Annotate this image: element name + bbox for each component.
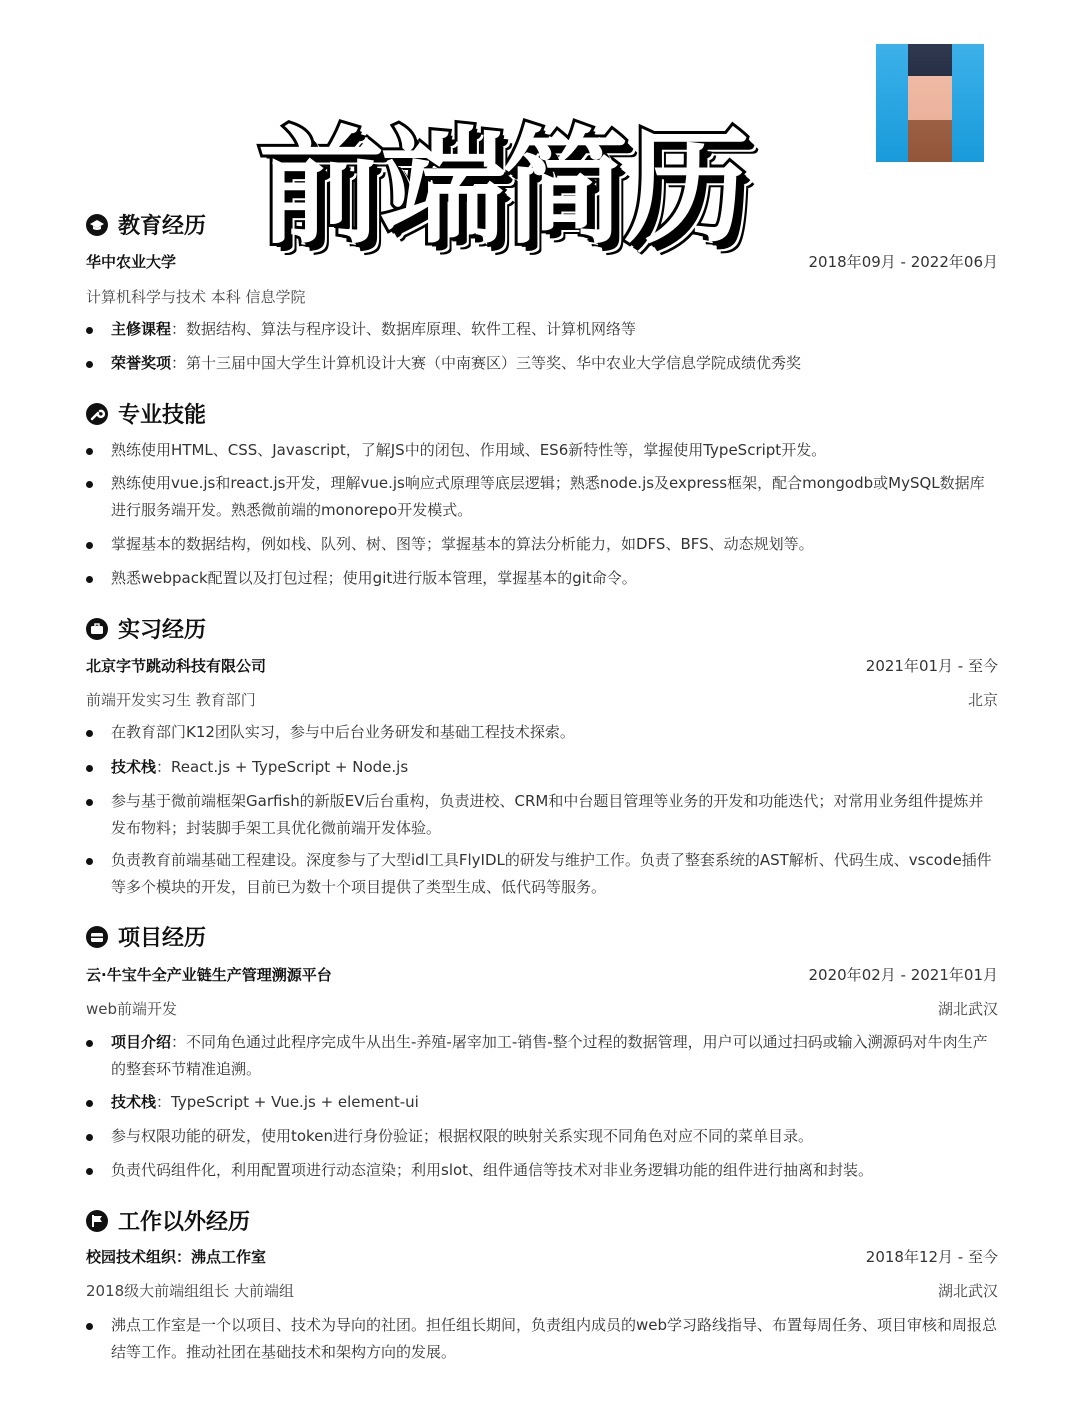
other-role: 2018级大前端组组长 大前端组 xyxy=(86,1282,294,1300)
internship-header-row xyxy=(86,655,998,676)
org-name: 校园技术组织：沸点工作室 xyxy=(86,1248,267,1266)
section-project xyxy=(86,921,206,952)
other-header-row xyxy=(86,1246,998,1267)
flag-icon xyxy=(86,1210,108,1232)
graduation-cap-icon xyxy=(86,214,108,236)
overlay-title: 前端简历 xyxy=(258,114,746,261)
list-item: 主修课程：数据结构、算法与程序设计、数据库原理、软件工程、计算机网络等 xyxy=(86,316,998,343)
list-item: 熟悉webpack配置以及打包过程；使用git进行版本管理，掌握基本的git命令。 xyxy=(86,565,998,592)
section-internship xyxy=(86,613,206,644)
wrench-icon xyxy=(86,403,108,425)
internship-period: 2021年01月 - 至今 xyxy=(865,657,998,675)
list-item: 掌握基本的数据结构，例如栈、队列、树、图等；掌握基本的算法分析能力，如DFS、BFS、动态规划等。 xyxy=(86,531,998,558)
folder-icon xyxy=(86,926,108,948)
project-role-row xyxy=(86,998,998,1019)
list-item: 负责教育前端基础工程建设。深度参与了大型idl工具FlyIDL的研发与维护工作。负责了整套系统的AST解析、代码生成、vscode插件等多个模块的开发，目前已为数十个项目提供了类型生成、低代码等服务。 xyxy=(86,847,998,901)
project-period: 2020年02月 - 2021年01月 xyxy=(808,966,998,984)
list-item: 参与基于微前端框架Garfish的新版EV后台重构，负责进校、CRM和中台题目管理等业务的开发和功能迭代；对常用业务组件提炼并发布物料；封装脚手架工具优化微前端开发体验。 xyxy=(86,788,998,842)
internship-location: 北京 xyxy=(967,691,998,709)
profile-photo xyxy=(876,44,984,162)
list-item: 熟练使用vue.js和react.js开发，理解vue.js响应式原理等底层逻辑；熟悉node.js及express框架，配合mongodb或MySQL数据库进行服务端开发。熟悉微前端的monorepo开发模式。 xyxy=(86,470,998,524)
section-title: 教育经历 xyxy=(118,214,207,239)
list-item: 负责代码组件化，利用配置项进行动态渲染；利用slot、组件通信等技术对非业务逻辑功能的组件进行抽离和封装。 xyxy=(86,1157,998,1184)
company-name: 北京字节跳动科技有限公司 xyxy=(86,657,267,675)
briefcase-icon xyxy=(86,618,108,640)
internship-role: 前端开发实习生 教育部门 xyxy=(86,691,256,709)
section-title: 工作以外经历 xyxy=(118,1210,251,1235)
project-name: 云·牛宝牛全产业链生产管理溯源平台 xyxy=(86,966,332,984)
project-location: 湖北武汉 xyxy=(937,1000,998,1018)
section-skills xyxy=(86,398,206,429)
list-item: 技术栈：TypeScript + Vue.js + element-ui xyxy=(86,1089,998,1116)
section-title: 专业技能 xyxy=(118,403,207,428)
internship-role-row xyxy=(86,689,998,710)
list-item: 参与权限功能的研发，使用token进行身份验证；根据权限的映射关系实现不同角色对应不同的菜单目录。 xyxy=(86,1123,998,1150)
other-location: 湖北武汉 xyxy=(937,1282,998,1300)
project-role: web前端开发 xyxy=(86,1000,178,1018)
other-period: 2018年12月 - 至今 xyxy=(865,1248,998,1266)
other-role-row xyxy=(86,1280,998,1301)
education-period: 2018年09月 - 2022年06月 xyxy=(808,253,998,271)
list-item: 沸点工作室是一个以项目、技术为导向的社团。担任组长期间，负责组内成员的web学习路线指导、布置每周任务、项目审核和周报总结等工作。推动社团在基础技术和架构方向的发展。 xyxy=(86,1312,998,1366)
project-header-row xyxy=(86,964,998,985)
section-title: 实习经历 xyxy=(118,618,207,643)
section-education xyxy=(86,209,206,240)
list-item: 在教育部门K12团队实习，参与中后台业务研发和基础工程技术探索。 xyxy=(86,719,998,746)
list-item: 项目介绍：不同角色通过此程序完成牛从出生-养殖-屠宰加工-销售-整个过程的数据管理，用户可以通过扫码或输入溯源码对牛肉生产的整套环节精准追溯。 xyxy=(86,1029,998,1083)
list-item: 荣誉奖项：第十三届中国大学生计算机设计大赛（中南赛区）三等奖、华中农业大学信息学院成绩优秀奖 xyxy=(86,350,998,377)
school-name: 华中农业大学 xyxy=(86,253,177,271)
list-item: 熟练使用HTML、CSS、Javascript，了解JS中的闭包、作用域、ES6新特性等，掌握使用TypeScript开发。 xyxy=(86,437,998,464)
education-major: 计算机科学与技术 本科 信息学院 xyxy=(86,288,306,306)
section-other xyxy=(86,1205,250,1236)
section-title: 项目经历 xyxy=(118,926,207,951)
list-item: 技术栈：React.js + TypeScript + Node.js xyxy=(86,754,998,781)
